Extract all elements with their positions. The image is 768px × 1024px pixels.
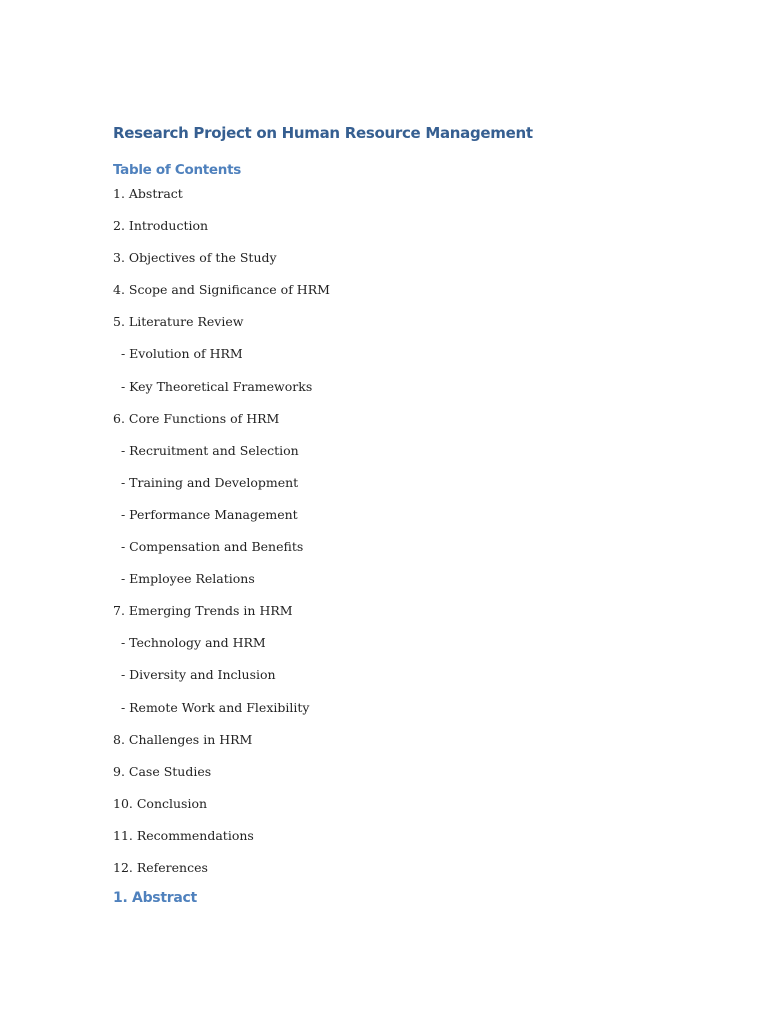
toc-item: 8. Challenges in HRM (113, 731, 253, 747)
toc-item: 11. Recommendations (113, 827, 254, 843)
toc-subitem: - Remote Work and Flexibility (113, 699, 310, 715)
toc-item: 5. Literature Review (113, 314, 244, 330)
toc-list (113, 184, 330, 890)
toc-heading: Table of Contents (113, 162, 241, 178)
section-heading-abstract: 1. Abstract (113, 890, 197, 906)
toc-subitem: - Employee Relations (113, 571, 255, 587)
toc-subitem: - Compensation and Benefits (113, 539, 304, 555)
toc-subitem: - Diversity and Inclusion (113, 667, 276, 683)
toc-item: 7. Emerging Trends in HRM (113, 603, 293, 619)
toc-item: 6. Core Functions of HRM (113, 410, 280, 426)
toc-item: 9. Case Studies (113, 763, 212, 779)
document-title: Research Project on Human Resource Management (113, 124, 533, 142)
toc-subitem: - Technology and HRM (113, 635, 266, 651)
toc-item: 2. Introduction (113, 218, 209, 234)
toc-item: 12. References (113, 859, 208, 875)
toc-subitem: - Evolution of HRM (113, 346, 243, 362)
toc-subitem: - Training and Development (113, 474, 299, 490)
toc-item: 1. Abstract (113, 186, 183, 201)
toc-item: 3. Objectives of the Study (113, 250, 277, 266)
toc-subitem: - Performance Management (113, 506, 298, 522)
toc-subitem: - Key Theoretical Frameworks (113, 378, 313, 394)
toc-item: 10. Conclusion (113, 795, 208, 811)
toc-subitem: - Recruitment and Selection (113, 442, 299, 458)
toc-item: 4. Scope and Significance of HRM (113, 282, 330, 298)
